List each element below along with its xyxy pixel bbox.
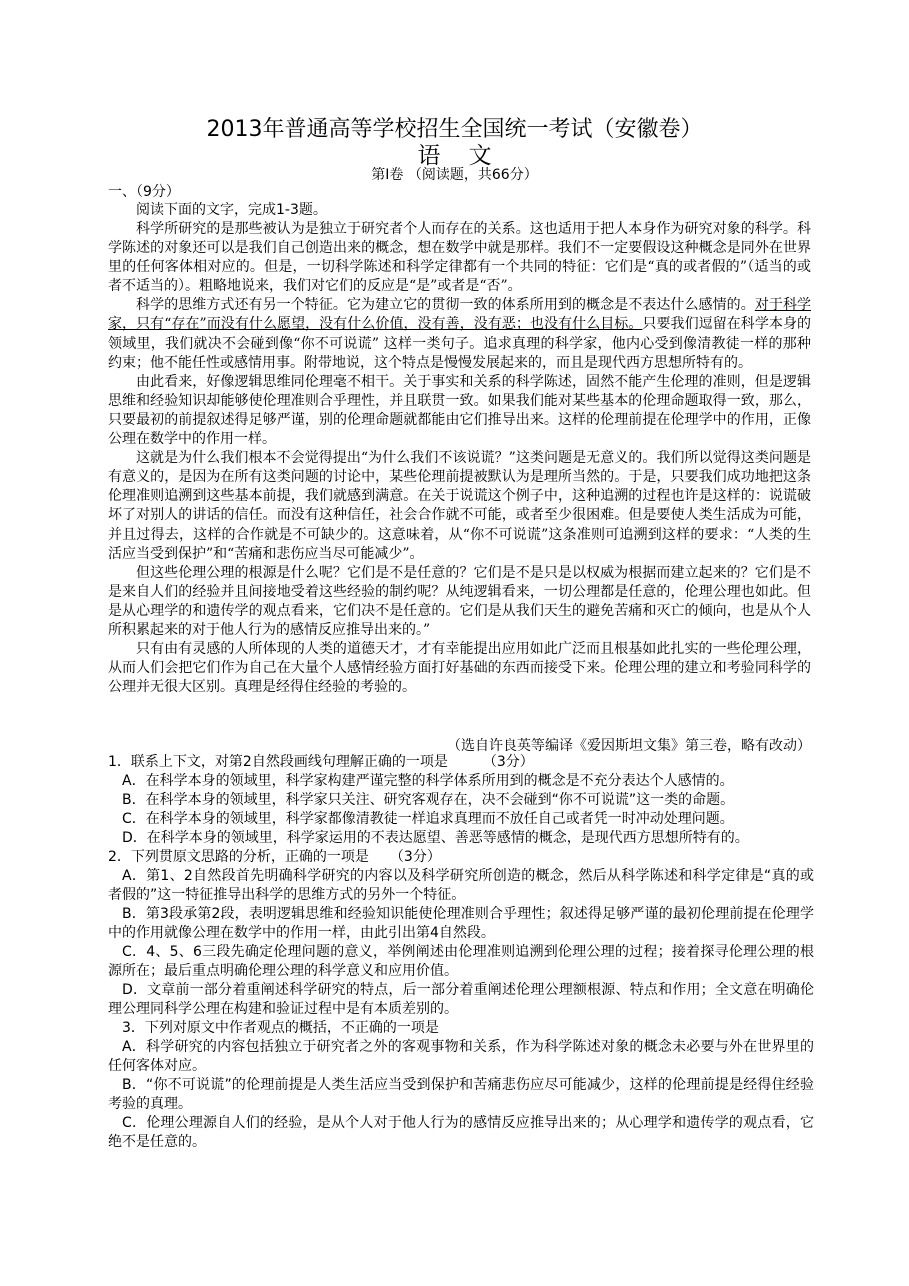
passage-paragraph-1: 科学所研究的是那些被认为是独立于研究者个人而存在的关系。这也适用于把人本身作为研究对象的科学。科学陈述的对象还可以是我们自己创造出来的概念，想在数学中就是那样。我们不一定要假设这种概念是同外在世界里的任何客体相对应的。但是，一切科学陈述和科学定律都有一个共同的特征：它们是“真的或者假的”（适当的或者不适当的）。粗略地说来，我们对它们的反应是“是”或者是“否”。 <box>108 221 811 295</box>
underlined-sentence: 对于科学家，只有“存在”而没有什么愿望，没有什么价值，没有善，没有恶；也没有什么目标。 <box>108 297 812 333</box>
question-2-option-d: D．文章前一部分着重阐述科学研究的特点，后一部分着重阐述伦理公理额根源、特点和作用；全文意在明确伦理公理同科学公理在构建和验证过程中是有本质差别的。 <box>108 982 814 1017</box>
part-heading: 第Ⅰ卷 （阅读题，共66分） <box>371 167 538 183</box>
question-list <box>108 753 814 1152</box>
question-3-stem: 3．下列对原文中作者观点的概括，不正确的一项是 <box>122 1020 439 1036</box>
question-1-option-a: A．在科学本身的领域里，科学家构建严谨完整的科学体系所用到的概念是不充分表达个人感情的。 <box>122 773 734 789</box>
question-1-stem: 1．联系上下文，对第2自然段画线句理解正确的一项是 （3分） <box>108 754 534 770</box>
passage-paragraph-2 <box>108 296 811 372</box>
exam-subject: 语文 <box>417 143 520 169</box>
passage-paragraph-4: 这就是为什么我们根本不会觉得提出“为什么我们不该说谎？”这类问题是无意义的。我们所以觉得这类问题是有意义的，是因为在所有这类问题的讨论中，某些伦理前提被默认为是理所当然的。于是，只要我们成功地把这条伦理准则追溯到这些基本前提，我们就感到满意。在关于说谎这个例子中，这种追溯的过程也许是这样的：说谎破坏了对别人的讲话的信任。而没有这种信任，社会合作就不可能，或者至少很困难。但是要使人类生活成为可能，并且过得去，这样的合作就是不可缺少的。这意味着，从“你不可说谎”这条准则可追溯到这样的要求：“人类的生活应当受到保护”和“苦痛和悲伤应当尽可能减少”。 <box>108 450 811 562</box>
passage-paragraph-5: 但这些伦理公理的根源是什么呢？它们是不是任意的？它们是不是只是以权威为根据而建立起来的？它们是不是来自人们的经验并且间接地受着这些经验的制约呢？从纯逻辑看来，一切公理都是任意的，伦理公理也如此。但是从心理学的和遗传学的观点看来，它们决不是任意的。它们是从我们天生的避免苦痛和灭亡的倾向，也是从个人所积累起来的对于他人行为的感情反应推导出来的。” <box>108 564 811 638</box>
reading-passage <box>108 220 811 697</box>
question-3-option-a: A．科学研究的内容包括独立于研究者之外的客观事物和关系，作为科学陈述对象的概念未必要与外在世界里的任何客体对应。 <box>108 1039 814 1074</box>
section-instruction: 阅读下面的文字，完成1-3题。 <box>136 202 327 218</box>
question-2-option-c: C．4、5、6三段先确定伦理问题的意义，举例阐述由伦理准则追溯到伦理公理的过程；接着探寻伦理公理的根源所在；最后重点明确伦理公理的科学意义和应用价值。 <box>108 944 814 979</box>
question-2-stem: 2．下列贯原文思路的分析，正确的一项是 （3分） <box>108 849 441 865</box>
question-3-option-b: B．“你不可说谎”的伦理前提是人类生活应当受到保护和苦痛悲伤应尽可能减少，这样的伦理前提是经得住经验考验的真理。 <box>108 1077 814 1112</box>
question-2-option-a: A．第1、2自然段首先明确科学研究的内容以及科学研究所创造的概念，然后从科学陈述和科学定律是“真的或者假的”这一特征推导出科学的思维方式的另外一个特征。 <box>108 868 814 903</box>
question-1-option-c: C．在科学本身的领域里，科学家都像清教徒一样追求真理而不放任自己或者凭一时冲动处理问题。 <box>122 811 734 827</box>
question-1-option-b: B．在科学本身的领域里，科学家只关注、研究客观存在，决不会碰到“你不可说谎”这一类的命题。 <box>122 792 735 808</box>
exam-title: 2013年普通高等学校招生全国统一考试（安徽卷） <box>206 117 703 142</box>
passage-paragraph-2-rest: 只要我们逗留在科学本身的领域里，我们就决不会碰到像“你不可说谎” 这样一类句子。追求真理的科学家，他内心受到像清教徒一样的那种约束；他不能任性或感情用事。附带地说，这个特点是慢慢发展起来的，而且是现代西方思想所特有的。 <box>108 316 812 371</box>
passage-paragraph-3: 由此看来，好像逻辑思维同伦理毫不相干。关于事实和关系的科学陈述，固然不能产生伦理的准则，但是逻辑思维和经验知识却能够使伦理准则合乎理性，并且联贯一致。如果我们能对某些基本的伦理命题取得一致，那么，只要最初的前提叙述得足够严谨，别的伦理命题就都能由它们推导出来。这样的伦理前提在伦理学中的作用，正像公理在数学中的作用一样。 <box>108 373 811 448</box>
question-1-option-d: D．在科学本身的领域里，科学家运用的不表达愿望、善恶等感情的概念，是现代西方思想所特有的。 <box>122 830 749 846</box>
section-label: 一、（9分） <box>108 184 180 200</box>
passage-source: （选自许良英等编译《爱因斯坦文集》第三卷，略有改动） <box>447 738 811 754</box>
question-2-option-b: B．第3段承第2段，表明逻辑思维和经验知识能使伦理准则合乎理性；叙述得足够严谨的最初伦理前提在伦理学中的作用就像公理在数学中的作用一样，由此引出第4自然段。 <box>108 906 814 941</box>
question-3-option-c: C．伦理公理源自人们的经验，是从个人对于他人行为的感情反应推导出来的；从心理学和遗传学的观点看，它绝不是任意的。 <box>108 1115 814 1150</box>
passage-paragraph-6: 只有由有灵感的人所体现的人类的道德天才，才有幸能提出应用如此广泛而且根基如此扎实的一些伦理公理，从而人们会把它们作为自己在大量个人感情经验方面打好基础的东西而接受下来。伦理公理的建立和考验同科学的公理并无很大区别。真理是经得住经验的考验的。 <box>108 641 811 696</box>
passage-paragraph-2-lead: 科学的思维方式还有另一个特征。它为建立它的贯彻一致的体系所用到的概念是不表达什么感情的。 <box>136 297 755 314</box>
